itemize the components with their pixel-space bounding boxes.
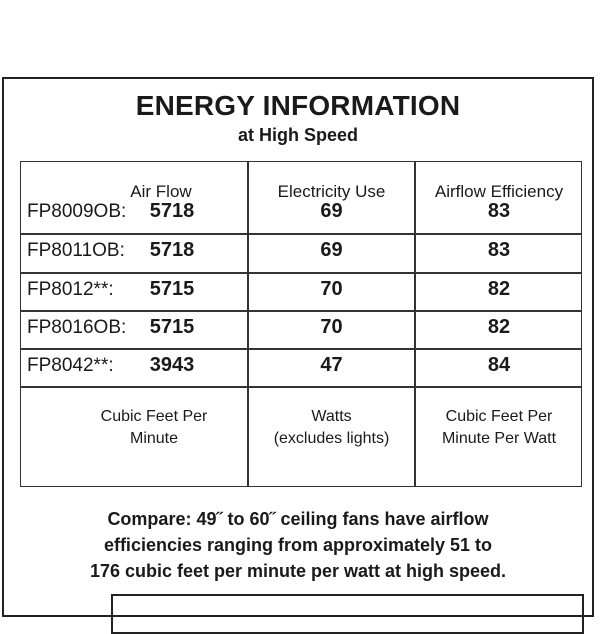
- electricity-value: 47: [320, 354, 343, 376]
- lower-info-box: [111, 594, 584, 634]
- model-number: FP8009OB:: [27, 201, 127, 222]
- column-header-airflow: Air Flow: [130, 182, 192, 201]
- airflow-units-line2: Minute: [129, 430, 179, 447]
- model-number: FP8042**:: [27, 355, 114, 376]
- table-row: [21, 349, 581, 386]
- table-row: [21, 195, 581, 232]
- electricity-value: 69: [320, 200, 343, 222]
- efficiency-units: [416, 406, 582, 450]
- efficiency-value: 82: [487, 316, 511, 338]
- energy-table: [20, 161, 582, 487]
- model-number: FP8016OB:: [27, 317, 127, 338]
- electricity-units-line2: (excludes lights): [273, 430, 390, 447]
- model-number: FP8012**:: [27, 279, 114, 300]
- table-row: [21, 234, 581, 271]
- airflow-value: 3943: [149, 354, 195, 376]
- efficiency-units-line1: Cubic Feet Per: [445, 408, 553, 425]
- comparison-line2: efficiencies ranging from approximately 51 to: [103, 535, 493, 555]
- comparison-note: [4, 506, 592, 584]
- airflow-value: 5718: [149, 239, 195, 261]
- electricity-value: 70: [320, 278, 343, 300]
- table-row: [21, 273, 581, 310]
- airflow-units: [61, 406, 247, 450]
- table-row: [21, 311, 581, 348]
- energy-information-label: [2, 77, 594, 617]
- efficiency-value: 83: [487, 239, 511, 261]
- airflow-value: 5715: [149, 278, 195, 300]
- airflow-units-line1: Cubic Feet Per: [100, 408, 208, 425]
- efficiency-value: 82: [487, 278, 511, 300]
- column-header-electricity: Electricity Use: [277, 182, 386, 201]
- electricity-value: 69: [320, 239, 343, 261]
- electricity-value: 70: [320, 316, 343, 338]
- label-title: ENERGY INFORMATION: [135, 90, 461, 121]
- comparison-line3: 176 cubic feet per minute per watt at high speed.: [89, 561, 507, 581]
- comparison-line1: Compare: 49˝ to 60˝ ceiling fans have airflow: [107, 509, 489, 529]
- row-divider: [21, 386, 581, 388]
- airflow-value: 5718: [149, 200, 195, 222]
- airflow-value: 5715: [149, 316, 195, 338]
- efficiency-units-line2: Minute Per Watt: [441, 430, 557, 447]
- electricity-units-line1: Watts: [311, 408, 352, 425]
- label-subtitle: at High Speed: [237, 125, 358, 145]
- electricity-units: [249, 406, 414, 450]
- column-header-efficiency: Airflow Efficiency: [434, 182, 564, 201]
- efficiency-value: 84: [487, 354, 511, 376]
- efficiency-value: 83: [487, 200, 511, 222]
- model-number: FP8011OB:: [27, 240, 125, 261]
